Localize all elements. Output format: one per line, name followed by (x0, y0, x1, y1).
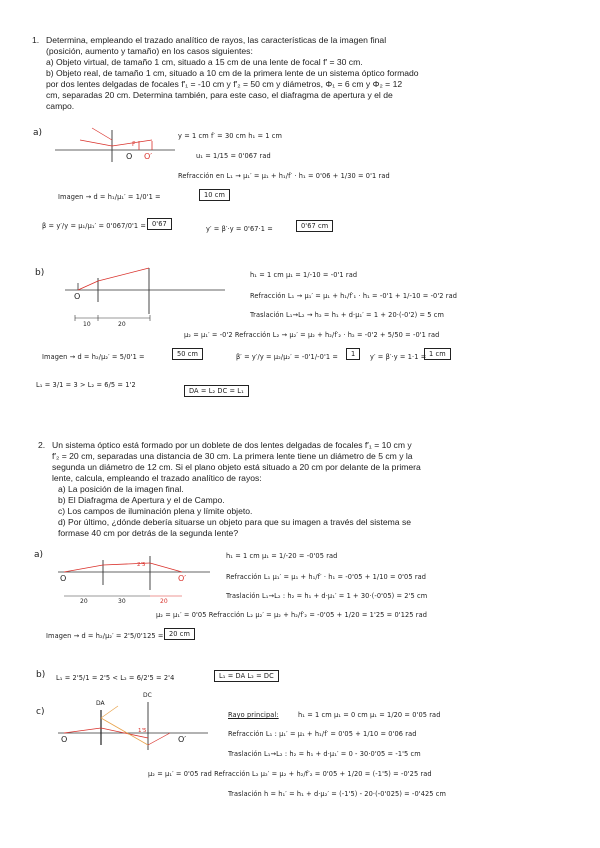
result-box: 1 cm (424, 348, 451, 360)
point-O-prime: O′ (178, 735, 187, 744)
hw-1b-refraction-1: Refracción L₁ → μ₁′ = μ₁ + h₁/f′₁ · h₁ = -0'1 + 1/-10 = -0'2 rad (250, 292, 457, 300)
hw-1b-image: Imagen → d = h₂/μ₂′ = 5/0'1 = (42, 353, 145, 361)
problem-text-line: cm, separadas 20 cm. Determina también, para este caso, el diafragma de apertura y el de (46, 90, 393, 100)
problem-text-line: f′₂ = 20 cm, separadas una distancia de 30 cm. La primera lente tiene un diámetro de 5 cm y la (52, 451, 413, 461)
problem-text-line: formase 40 cm por detrás de la segunda lente? (58, 528, 239, 538)
hw-2a-translation: Traslación L₁→L₂ : h₂ = h₁ + d·μ₁′ = 1 + 30·(-0'05) = 2'5 cm (226, 592, 428, 600)
hw-1b-data: h₁ = 1 cm μ₁ = 1/-10 = -0'1 rad (250, 271, 358, 279)
diagram-1a (55, 128, 175, 162)
distance-label: 20 (80, 598, 88, 605)
hw-1b-refraction-2: μ₂ = μ₁′ = -0'2 Refracción L₂ → μ₂′ = μ₂ + h₂/f′₂ · h₂ = -0'2 + 5/50 = -0'1 rad (184, 331, 440, 339)
distance-label: 10 (83, 321, 91, 328)
point-F: F (132, 141, 136, 148)
problem-number: 1. (32, 35, 40, 45)
point-O: O (126, 152, 133, 161)
label-DA: DA (96, 700, 105, 707)
hw-1a-image: Imagen → d = h₁/μ₁′ = 1/0'1 = (58, 193, 161, 201)
problem-text-line: lente, calcula, empleando el trazado analítico de rayos: (52, 473, 262, 483)
problem-text-line: a) La posición de la imagen final. (58, 484, 184, 494)
hw-1a-yprime: y′ = β′·y = 0'67·1 = (206, 225, 273, 233)
result-box: 1 (346, 348, 360, 360)
hw-2c-refraction-2: μ₂ = μ₁′ = 0'05 rad Refracción L₂ μ₂′ = μ₂ + h₂/f′₂ = 0'05 + 1/20 = (-1'5) = -0'25 rad (148, 770, 432, 778)
diagram-2a (58, 556, 210, 596)
problem-text-line: c) Los campos de iluminación plena y límite objeto. (58, 506, 253, 516)
hw-2a-image: Imagen → d = h₂/μ₂′ = 2'5/0'125 = (46, 632, 164, 640)
hw-2a-refraction-2: μ₂ = μ₁′ = 0'05 Refracción L₂ μ₂′ = μ₂ + h₂/f′₂ = -0'05 + 1/20 = 1'25 = 0'125 rad (156, 611, 428, 619)
problem-text-line: campo. (46, 101, 75, 111)
hw-2a-refraction-1: Refracción L₁ μ₁′ = μ₁ + h₁/f′ · h₁ = -0'05 + 1/10 = 0'05 rad (226, 573, 427, 581)
hw-1a-refraction: Refracción en L₁ → μ₁′ = μ₁ + h₁/f′ · h₁ = 0'06 + 1/30 = 0'1 rad (178, 172, 390, 180)
diagram-1b (65, 268, 225, 321)
hw-1b-translation: Traslación L₁→L₂ → h₂ = h₁ + d·μ₁′ = 1 + 20·(-0'2) = 5 cm (250, 311, 445, 319)
hw-1a-beta: β = y′/y = μ₁/μ₁′ = 0'067/0'1 = (42, 222, 147, 230)
point-O: O (61, 735, 68, 744)
point-O: O (60, 574, 67, 583)
hw-2b-ratio: L₁ = 2'5/1 = 2'5 < L₂ = 6/2'5 = 2'4 (56, 674, 175, 682)
value-label: 2'5 (137, 562, 146, 568)
result-box: 50 cm (172, 348, 203, 360)
problem-2 (38, 440, 558, 539)
problem-text-line: a) Objeto virtual, de tamaño 1 cm, situado a 15 cm de una lente de focal f′ = 30 cm. (46, 57, 363, 67)
hw-1a-data: y = 1 cm f′ = 30 cm h₁ = 1 cm (178, 132, 282, 140)
distance-label: 20 (118, 321, 126, 328)
distance-label: 30 (118, 598, 126, 605)
hw-1a-u1: u₁ = 1/15 = 0'067 rad (196, 152, 271, 160)
result-box: 0'67 (147, 218, 172, 230)
result-box: 10 cm (199, 189, 230, 201)
label-1a: a) (33, 128, 43, 138)
hw-1b-beta: β′ = y′/y = μ₂/μ₂′ = -0'1/-0'1 = (236, 353, 338, 361)
hw-2a-data: h₁ = 1 cm μ₁ = 1/-20 = -0'05 rad (226, 552, 338, 560)
hw-1b-ratio: L₁ = 3/1 = 3 > L₂ = 6/5 = 1'2 (36, 381, 136, 389)
problem-text-line: Un sistema óptico está formado por un doblete de dos lentes delgadas de focales f′₁ = 10 cm y (52, 440, 412, 450)
hw-2c-translation: Traslación L₁→L₂ : h₂ = h₁ + d·μ₁′ = 0 - 30·0'05 = -1'5 cm (228, 750, 421, 758)
hw-2c-rayo-eq: h₁ = 1 cm μ₁ = 0 cm μ₁ = 1/20 = 0'05 rad (298, 711, 441, 719)
label-1b: b) (35, 268, 45, 278)
result-box: 20 cm (164, 628, 195, 640)
point-O-prime: O′ (144, 152, 153, 161)
point-O-prime: O′ (178, 574, 187, 583)
problem-text-line: (posición, aumento y tamaño) en los casos siguientes: (46, 46, 253, 56)
result-box: DA = L₂ DC = L₁ (184, 385, 249, 397)
label-DC: DC (143, 692, 152, 699)
problem-text-line: d) Por último, ¿dónde debería situarse un objeto para que su imagen a través del sistema se (58, 517, 412, 527)
hw-2c-rayo: Rayo principal: (228, 711, 279, 719)
problem-text-line: Determina, empleando el trazado analítico de rayos, las características de la imagen final (46, 35, 387, 45)
label-2b: b) (36, 670, 46, 680)
distance-label: 20 (160, 598, 168, 605)
problem-text-line: b) El Diafragma de Apertura y el de Campo. (58, 495, 225, 505)
problem-text-line: b) Objeto real, de tamaño 1 cm, situado a 10 cm de la primera lente de un sistema óptico formado (46, 68, 419, 78)
hw-2c-refraction-1: Refracción L₁ : μ₁′ = μ₁ + h₁/f′ = 0'05 + 1/10 = 0'06 rad (228, 730, 417, 738)
label-2a: a) (34, 550, 44, 560)
result-box: L₁ = DA L₂ = DC (214, 670, 279, 682)
problem-text-line: por dos lentes delgadas de focales f′₁ = -10 cm y f′₂ = 50 cm y diámetros, Φ₁ = 6 cm y Φ₂ = 12 (46, 79, 403, 89)
problem-text-line: segunda un diámetro de 12 cm. Si el plano objeto está situado a 20 cm por delante de la primera (52, 462, 421, 472)
hw-2c-translation-2: Traslación h = h₁′ = h₁ + d·μ₂′ = (-1'5) - 20·(-0'025) = -0'425 cm (228, 790, 447, 798)
problem-number: 2. (38, 440, 46, 450)
value-label: 1'5 (138, 728, 147, 734)
result-box: 0'67 cm (296, 220, 333, 232)
point-O: O (74, 292, 81, 301)
label-2c: c) (36, 707, 45, 717)
hw-1b-yprime: y′ = β′·y = 1·1 = (370, 353, 427, 361)
